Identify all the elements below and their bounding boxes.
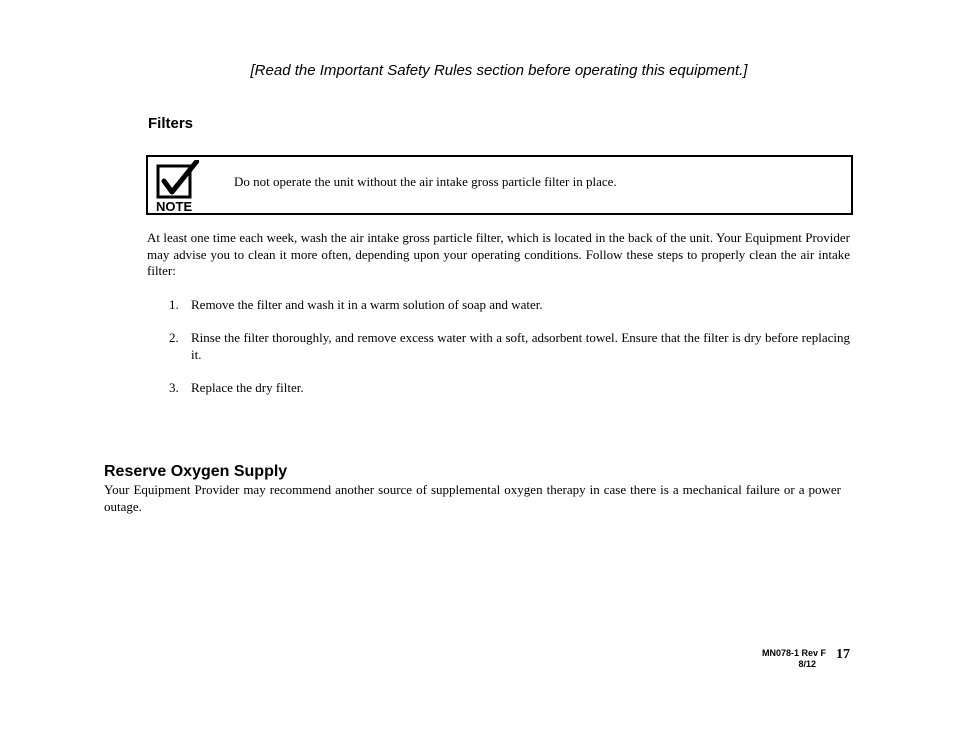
reserve-oxygen-heading: Reserve Oxygen Supply	[104, 463, 288, 480]
step-text: Remove the filter and wash it in a warm solution of soap and water.	[191, 297, 543, 312]
reserve-oxygen-paragraph: Your Equipment Provider may recommend another source of supplemental oxygen therapy in case there is a mechanical failure or a power outage.	[104, 482, 841, 514]
note-checkbox-icon	[155, 160, 199, 212]
step-number: 3.	[169, 380, 179, 395]
note-icon-label: NOTE	[156, 199, 193, 212]
list-item	[169, 380, 850, 400]
step-number: 2.	[169, 330, 179, 345]
footer-doc-code	[740, 648, 826, 670]
list-item	[169, 297, 850, 317]
filters-intro-paragraph: At least one time each week, wash the air intake gross particle filter, which is located in the back of the unit. Your Equipment Provider may advise you to clean it more often, depending upon your operating conditions. Follow these steps to properly clean the air intake filter:	[147, 230, 850, 278]
page-number: 17	[836, 647, 850, 662]
doc-revision: MN078-1 Rev F	[761, 648, 826, 658]
step-number: 1.	[169, 297, 179, 312]
step-text: Replace the dry filter.	[191, 380, 304, 395]
note-box	[146, 155, 853, 215]
note-text: Do not operate the unit without the air intake gross particle filter in place.	[234, 174, 617, 189]
list-item	[169, 330, 850, 366]
doc-date: 8/12	[798, 659, 816, 669]
step-text: Rinse the filter thoroughly, and remove excess water with a soft, adsorbent towel. Ensure that the filter is dry before replacing it.	[191, 330, 850, 362]
filters-heading: Filters	[148, 115, 194, 132]
safety-notice: [Read the Important Safety Rules section before operating this equipment.]	[250, 62, 748, 79]
